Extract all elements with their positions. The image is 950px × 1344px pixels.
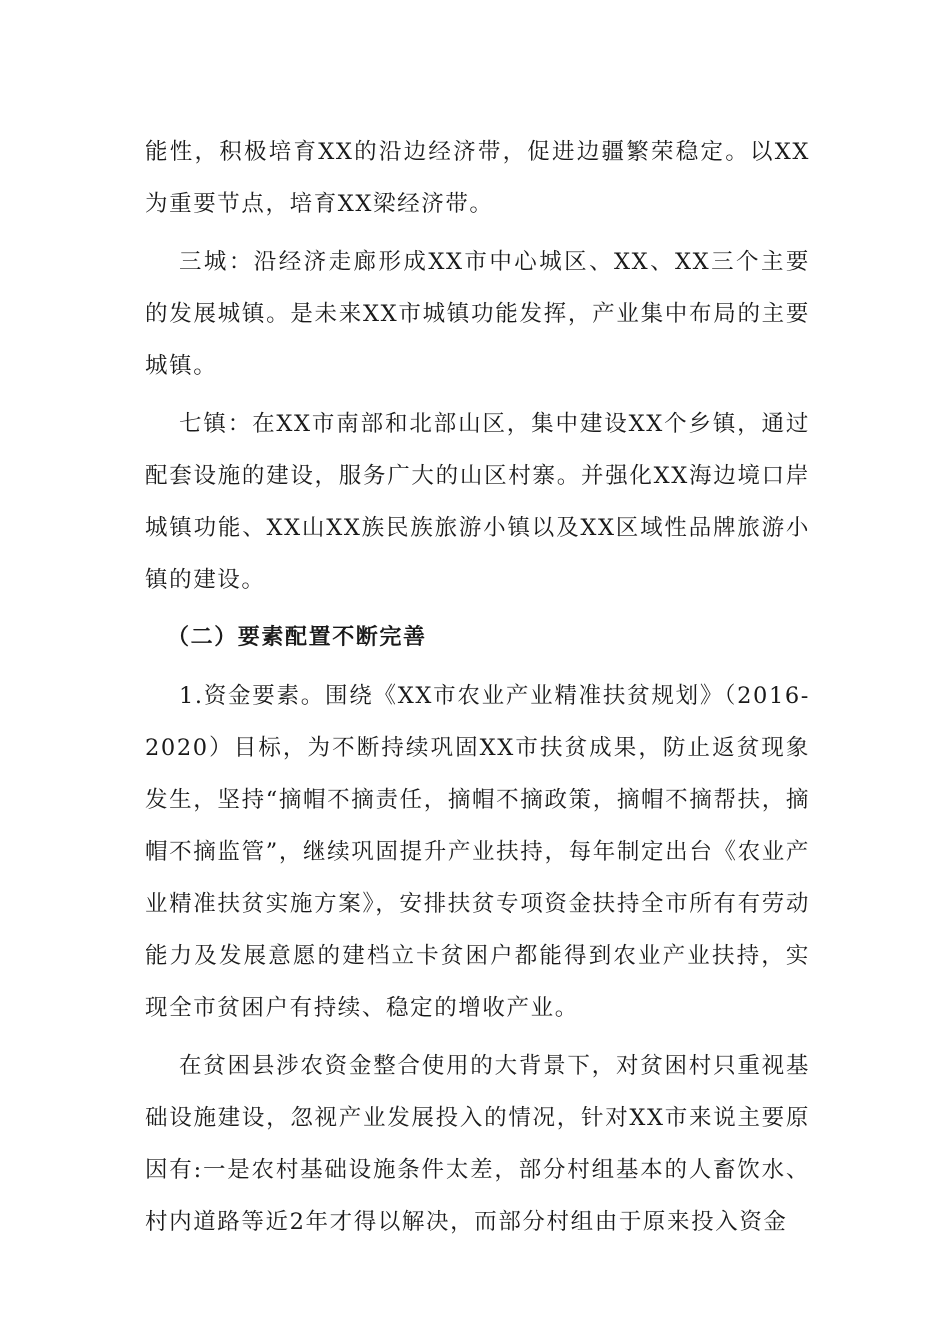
paragraph-capital-factor: 1.资金要素。围绕《XX市农业产业精准扶贫规划》（2016-2020）目标，为不断持续巩固XX市扶贫成果，防止返贫现象发生，坚持“摘帽不摘责任，摘帽不摘政策，摘帽不摘帮扶，摘帽不摘监管”，继续巩固提升产业扶持，每年制定出台《农业产业精准扶贫实施方案》，安排扶贫专项资金扶持全市所有有劳动能力及发展意愿的建档立卡贫困户都能得到农业产业扶持，实现全市贫困户有持续、稳定的增收产业。	[145, 683, 810, 1021]
paragraph-seven-towns: 七镇：在XX市南部和北部山区，集中建设XX个乡镇，通过配套设施的建设，服务广大的山区村寨。并强化XX海边境口岸城镇功能、XX山XX族民族旅游小镇以及XX区域性品牌旅游小镇的建设。	[145, 411, 810, 593]
paragraph-economic-belt: 能性，积极培育XX的沿边经济带，促进边疆繁荣稳定。以XX为重要节点，培育XX梁经济带。	[145, 139, 810, 217]
document-body	[145, 126, 810, 1248]
paragraph-three-cities: 三城：沿经济走廊形成XX市中心城区、XX、XX三个主要的发展城镇。是未来XX市城镇功能发挥，产业集中布局的主要城镇。	[145, 249, 810, 379]
section-heading: （二）要素配置不断完善	[167, 625, 427, 650]
paragraph-funding-background: 在贫困县涉农资金整合使用的大背景下，对贫困村只重视基础设施建设，忽视产业发展投入的情况，针对XX市来说主要原因有:一是农村基础设施条件太差，部分村组基本的人畜饮水、村内道路等近2年才得以解决，而部分村组由于原来投入资金	[145, 1053, 810, 1235]
